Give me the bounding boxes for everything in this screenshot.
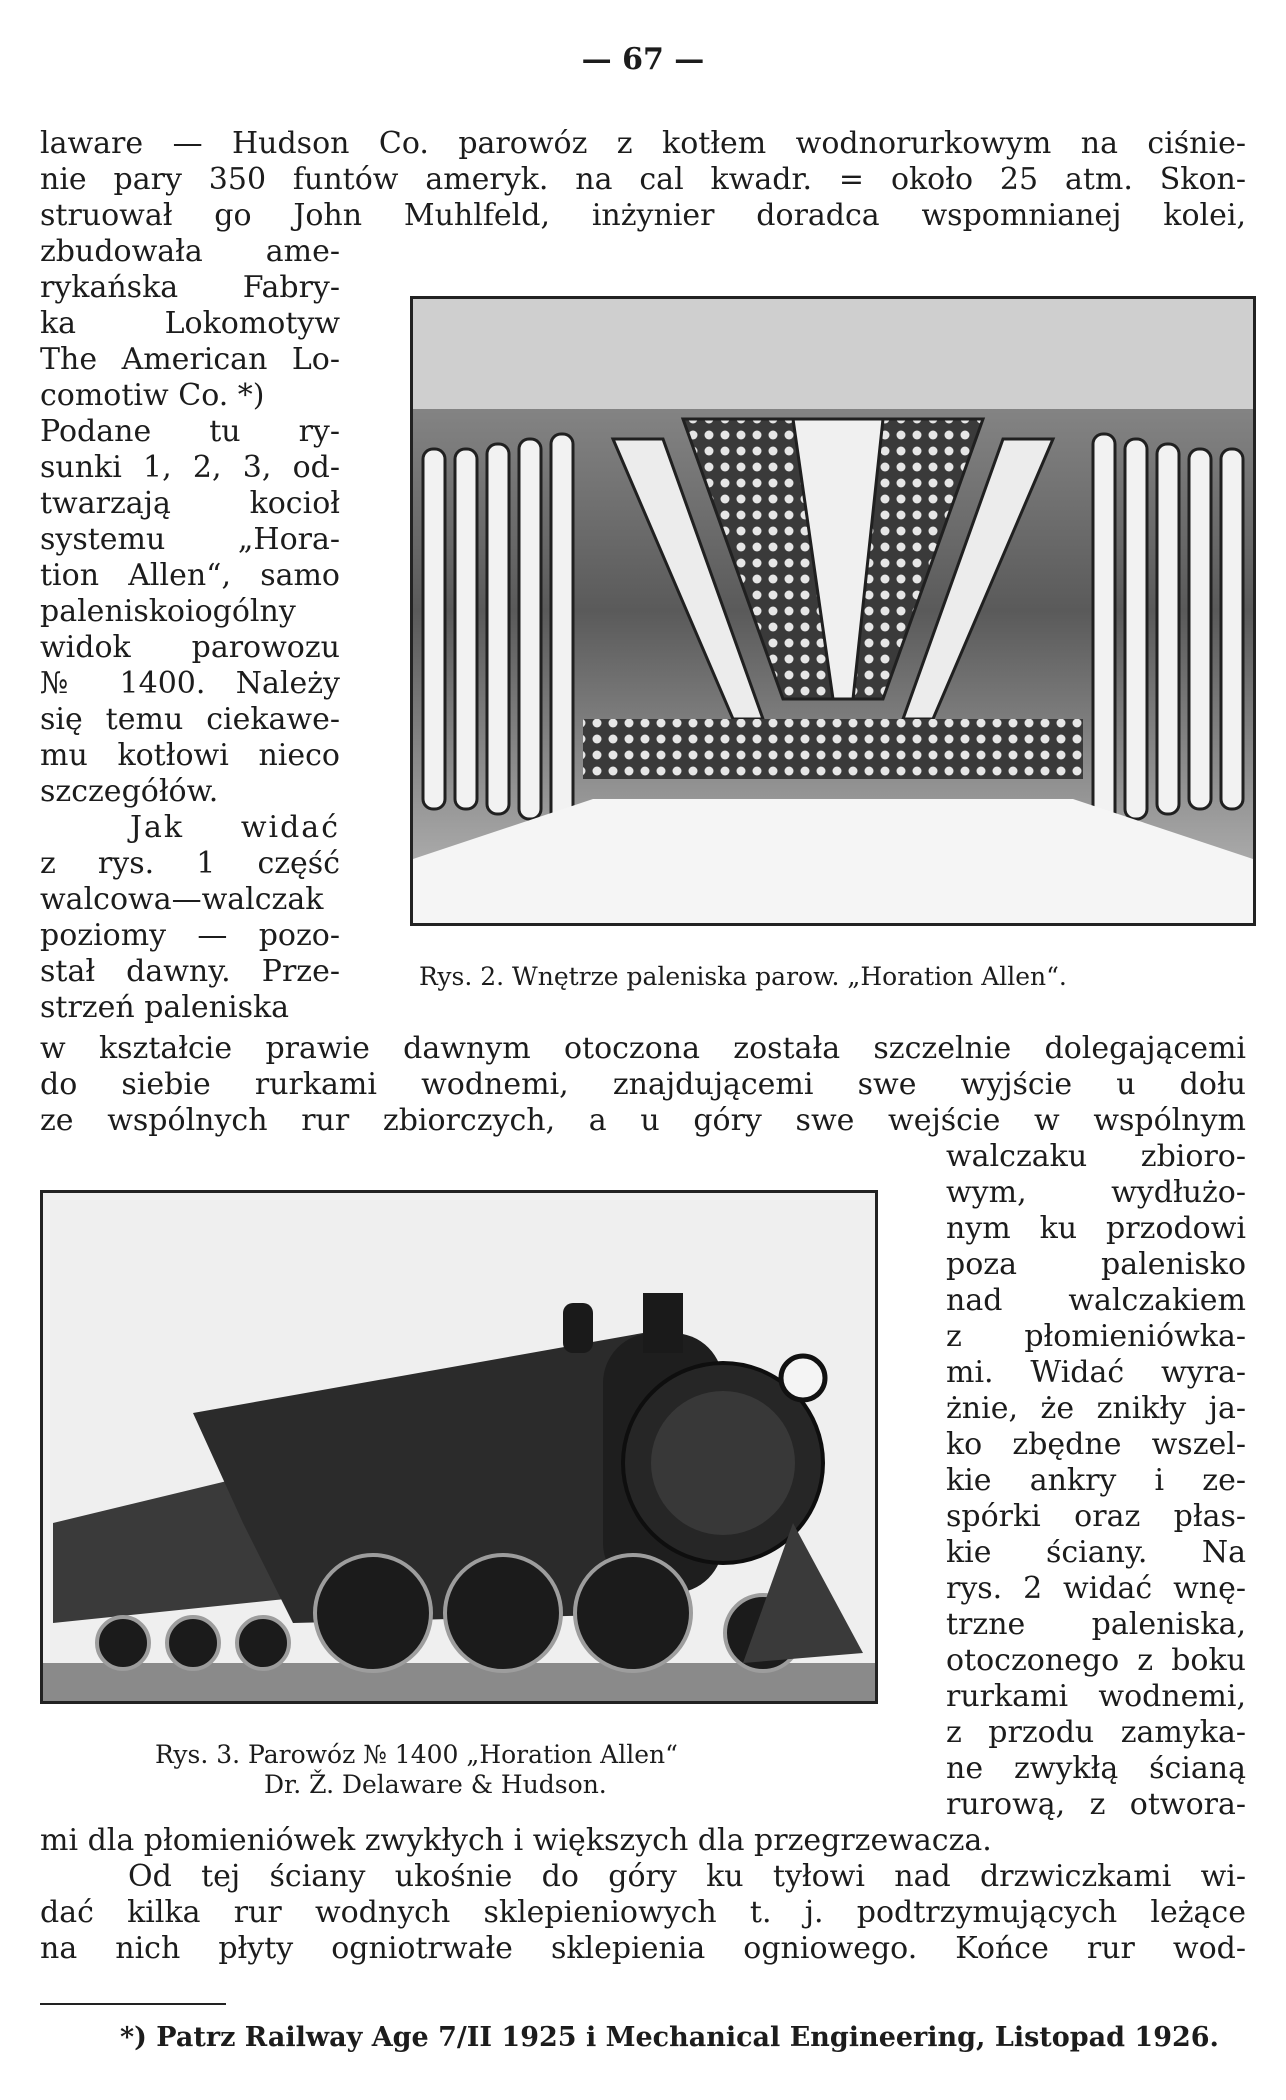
text-line: The American Lo- bbox=[40, 342, 340, 377]
text-line: spórki oraz płas- bbox=[946, 1499, 1246, 1534]
text-line: paleniskoiogólny bbox=[40, 594, 296, 629]
text-line: comotiw Co. *) bbox=[40, 378, 265, 413]
text-line: struował go John Muhlfeld, inżynier doradca wspomnianej kolei, bbox=[40, 198, 1246, 233]
locomotive-photo bbox=[40, 1190, 878, 1704]
figure-3-caption-subtitle: Dr. Ž. Delaware & Hudson. bbox=[264, 1770, 607, 1799]
text-line: się temu ciekawe- bbox=[40, 702, 340, 737]
text-line: walcowa—walczak bbox=[40, 882, 324, 917]
figure-2-caption: Rys. 2. Wnętrze paleniska parow. „Horation Allen“. bbox=[419, 962, 1067, 991]
text-line: mi. Widać wyra- bbox=[946, 1355, 1246, 1390]
text-line: tion Allen“, samo bbox=[40, 558, 340, 593]
text-line: rurkami wodnemi, bbox=[946, 1679, 1246, 1714]
text-line: na nich płyty ogniotrwałe sklepienia ogniowego. Końce rur wod- bbox=[40, 1931, 1246, 1966]
text-line: zbudowała ame- bbox=[40, 234, 340, 269]
text-line: trzne paleniska, bbox=[946, 1607, 1246, 1642]
text-line: szczegółów. bbox=[40, 774, 219, 809]
text-line: otoczonego z boku bbox=[946, 1643, 1246, 1678]
text-line: żnie, że znikły ja- bbox=[946, 1391, 1246, 1426]
text-line: ne zwykłą ścianą bbox=[946, 1751, 1246, 1786]
text-line: z rys. 1 część bbox=[40, 846, 340, 881]
text-line: ko zbędne wszel- bbox=[946, 1427, 1246, 1462]
text-line: kie ściany. Na bbox=[946, 1535, 1246, 1570]
text-line: strzeń paleniska bbox=[40, 990, 290, 1025]
text-line: mu kotłowi nieco bbox=[40, 738, 340, 773]
text-line: rurową, z otwora- bbox=[946, 1787, 1246, 1822]
text-line: № 1400. Należy bbox=[40, 666, 340, 701]
text-line: Jak widać bbox=[130, 810, 340, 845]
text-line: rys. 2 widać wnę- bbox=[946, 1571, 1246, 1606]
text-line: nad walczakiem bbox=[946, 1283, 1246, 1318]
text-line: sunki 1, 2, 3, od- bbox=[40, 450, 340, 485]
text-line: systemu „Hora- bbox=[40, 522, 340, 557]
text-line: Podane tu ry- bbox=[40, 414, 340, 449]
text-line: nym ku przodowi bbox=[946, 1211, 1246, 1246]
text-line: twarzają kocioł bbox=[40, 486, 340, 521]
page-number: — 67 — bbox=[581, 42, 705, 77]
text-line: widok parowozu bbox=[40, 630, 340, 665]
text-line: walczaku zbioro- bbox=[946, 1139, 1246, 1174]
text-line: rykańska Fabry- bbox=[40, 270, 340, 305]
text-line: z przodu zamyka- bbox=[946, 1715, 1246, 1750]
text-line: wym, wydłużo- bbox=[946, 1175, 1246, 1210]
text-line: poziomy — pozo- bbox=[40, 918, 340, 953]
text-line: nie pary 350 funtów ameryk. na cal kwadr. = około 25 atm. Skon- bbox=[40, 162, 1246, 197]
footnote: *) Patrz Railway Age 7/II 1925 i Mechanical Engineering, Listopad 1926. bbox=[120, 2022, 1219, 2053]
text-line: poza palenisko bbox=[946, 1247, 1246, 1282]
locomotive-illustration bbox=[43, 1193, 875, 1701]
text-line: dać kilka rur wodnych sklepieniowych t. j. podtrzymujących leżące bbox=[40, 1895, 1246, 1930]
firebox-interior-photo bbox=[410, 296, 1256, 926]
figure-3-caption: Rys. 3. Parowóz № 1400 „Horation Allen“ bbox=[155, 1740, 678, 1769]
text-line: do siebie rurkami wodnemi, znajdującemi swe wyjście u dołu bbox=[40, 1067, 1246, 1102]
text-line: z płomieniówka- bbox=[946, 1319, 1246, 1354]
firebox-illustration bbox=[413, 299, 1253, 923]
text-line: ze wspólnych rur zbiorczych, a u góry swe wejście w wspólnym bbox=[40, 1103, 1246, 1138]
text-line: laware — Hudson Co. parowóz z kotłem wodnorurkowym na ciśnie- bbox=[40, 126, 1246, 161]
text-line: kie ankry i ze- bbox=[946, 1463, 1246, 1498]
text-line: Od tej ściany ukośnie do góry ku tyłowi nad drzwiczkami wi- bbox=[128, 1859, 1246, 1894]
text-line: ka Lokomotyw bbox=[40, 306, 340, 341]
text-line: w kształcie prawie dawnym otoczona została szczelnie dolegającemi bbox=[40, 1031, 1246, 1066]
text-line: stał dawny. Prze- bbox=[40, 954, 340, 989]
text-line: mi dla płomieniówek zwykłych i większych dla przegrzewacza. bbox=[40, 1823, 992, 1858]
footnote-rule bbox=[40, 2003, 226, 2005]
